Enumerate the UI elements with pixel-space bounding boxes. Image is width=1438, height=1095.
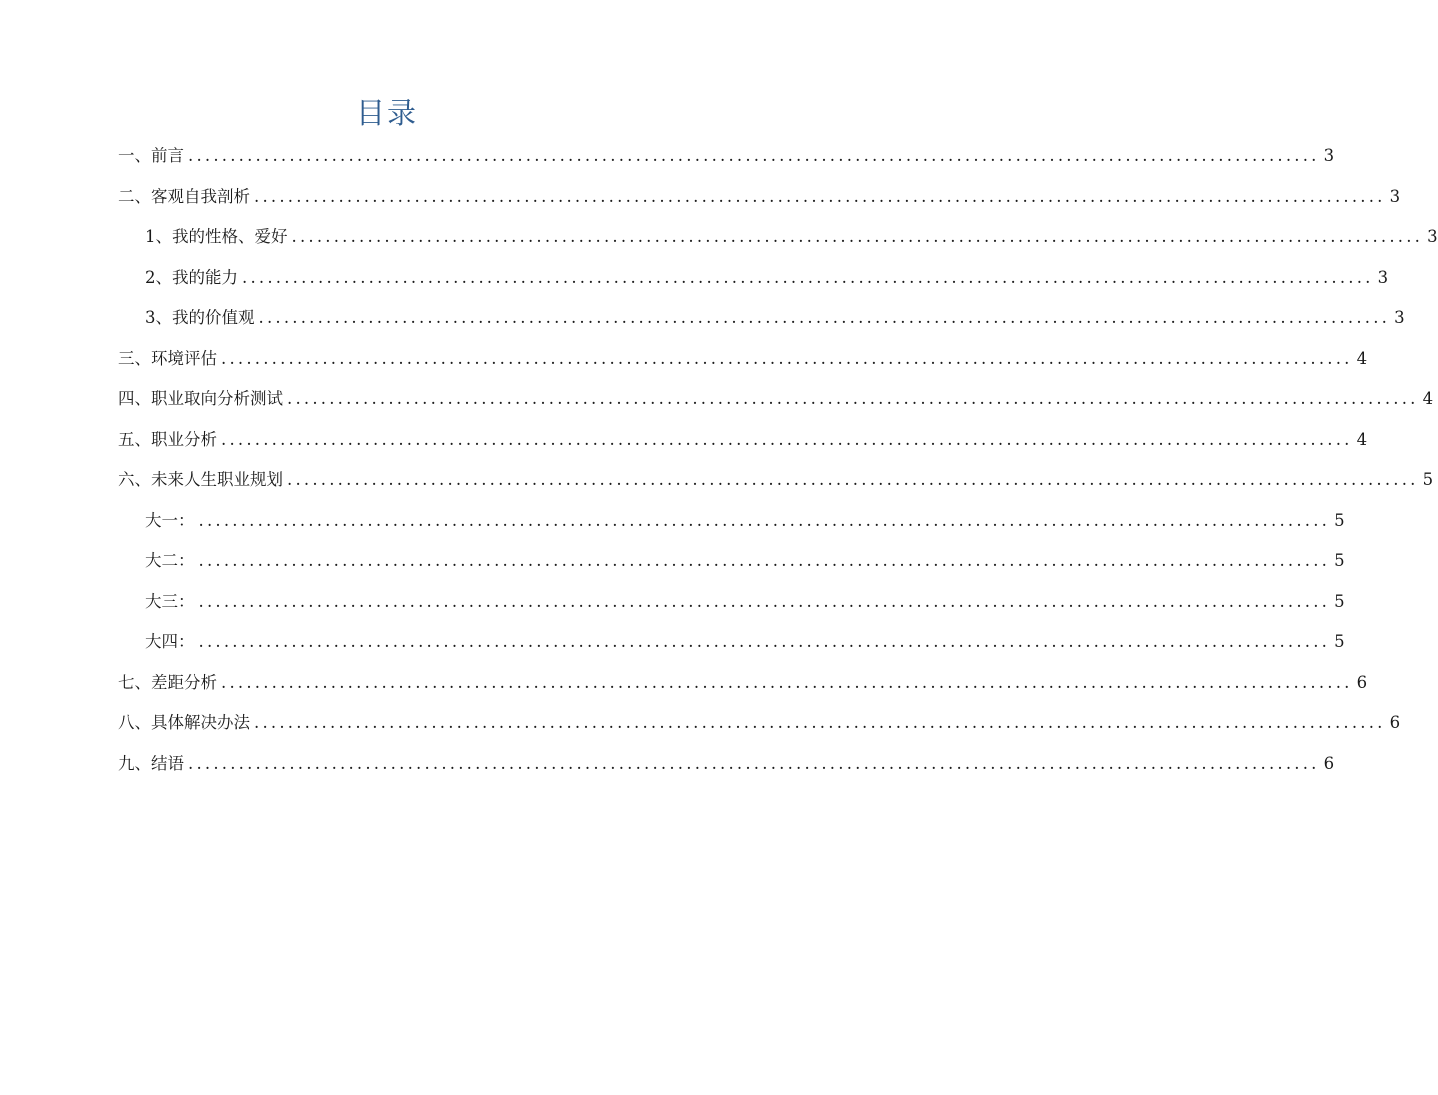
- toc-entry[interactable]: [118, 177, 1401, 217]
- toc-leader-dots: ......................................................................................................................................: [198, 551, 1331, 570]
- toc-entry-label: 六、未来人生职业规划: [118, 470, 283, 489]
- toc-leader-dots: ......................................................................................................................................: [198, 632, 1331, 651]
- toc-entry[interactable]: [145, 541, 1345, 581]
- toc-page-number: 6: [1323, 753, 1335, 773]
- toc-page-number: 3: [1377, 267, 1389, 287]
- toc-leader-dots: ......................................................................................................................................: [254, 713, 1386, 732]
- toc-entry-label: 二、客观自我剖析: [118, 186, 250, 206]
- toc-leader-dots: ......................................................................................................................................: [287, 389, 1419, 408]
- toc-entry-label: 2、我的能力: [145, 267, 238, 287]
- toc-page-number: 4: [1356, 348, 1368, 368]
- toc-entry-label: 三、环境评估: [118, 348, 217, 368]
- toc-leader-dots: ......................................................................................................................................: [254, 186, 1386, 206]
- toc-title: 目录: [355, 96, 418, 130]
- toc-leader-dots: ......................................................................................................................................: [198, 510, 1331, 530]
- toc-entry[interactable]: [145, 217, 1438, 257]
- toc-leader-dots: ......................................................................................................................................: [221, 672, 1353, 692]
- toc-page-number: 5: [1334, 551, 1345, 570]
- toc-leader-dots: ......................................................................................................................................: [221, 429, 1353, 449]
- toc-entry[interactable]: [118, 703, 1401, 743]
- toc-entry-label: 五、职业分析: [118, 429, 217, 449]
- toc-page-number: 4: [1422, 389, 1434, 408]
- toc-page-number: 6: [1389, 713, 1401, 732]
- toc-page-number: 6: [1356, 672, 1368, 692]
- toc-page-number: 4: [1356, 429, 1368, 449]
- toc-entry-label: 八、具体解决办法: [118, 713, 250, 732]
- toc-entry[interactable]: [118, 420, 1368, 460]
- toc-entry[interactable]: [145, 258, 1389, 298]
- toc-page-number: 3: [1394, 308, 1405, 327]
- toc-leader-dots: ......................................................................................................................................: [287, 470, 1419, 489]
- toc-entry[interactable]: [145, 298, 1405, 338]
- toc-page-number: 3: [1427, 227, 1438, 246]
- toc-entry[interactable]: [145, 582, 1345, 622]
- toc-entry[interactable]: [118, 663, 1368, 703]
- toc-page-number: 3: [1389, 186, 1401, 206]
- toc-entry-label: 大四：: [145, 632, 195, 651]
- toc-entry[interactable]: [145, 622, 1345, 662]
- toc-entry-label: 一、前言: [118, 146, 184, 165]
- toc-page-number: 5: [1422, 470, 1434, 489]
- toc-entry[interactable]: [118, 460, 1434, 500]
- toc-entry-label: 大二：: [145, 551, 195, 570]
- toc-leader-dots: ......................................................................................................................................: [258, 308, 1391, 327]
- toc-entry[interactable]: [118, 339, 1368, 379]
- toc-leader-dots: ......................................................................................................................................: [221, 348, 1353, 368]
- toc-entry[interactable]: [118, 136, 1335, 176]
- toc-leader-dots: ......................................................................................................................................: [291, 227, 1424, 246]
- toc-leader-dots: ......................................................................................................................................: [242, 267, 1374, 287]
- toc-entry-label: 大一：: [145, 510, 195, 530]
- toc-entry-label: 大三：: [145, 591, 195, 611]
- toc-entry[interactable]: [145, 501, 1345, 541]
- toc-entry-label: 九、结语: [118, 753, 184, 773]
- toc-page-number: 5: [1334, 632, 1345, 651]
- toc-leader-dots: ......................................................................................................................................: [188, 146, 1320, 165]
- toc-page-number: 3: [1323, 146, 1335, 165]
- toc-entry[interactable]: [118, 379, 1434, 419]
- toc-entry-label: 四、职业取向分析测试: [118, 389, 283, 408]
- toc-entry-label: 3、我的价值观: [145, 308, 255, 327]
- toc-entry[interactable]: [118, 744, 1335, 784]
- toc-leader-dots: ......................................................................................................................................: [198, 591, 1331, 611]
- toc-page-number: 5: [1334, 510, 1345, 530]
- toc-page-number: 5: [1334, 591, 1345, 611]
- toc-entry-label: 七、差距分析: [118, 672, 217, 692]
- toc-leader-dots: ......................................................................................................................................: [188, 753, 1320, 773]
- toc-entry-label: 1、我的性格、爱好: [145, 227, 288, 246]
